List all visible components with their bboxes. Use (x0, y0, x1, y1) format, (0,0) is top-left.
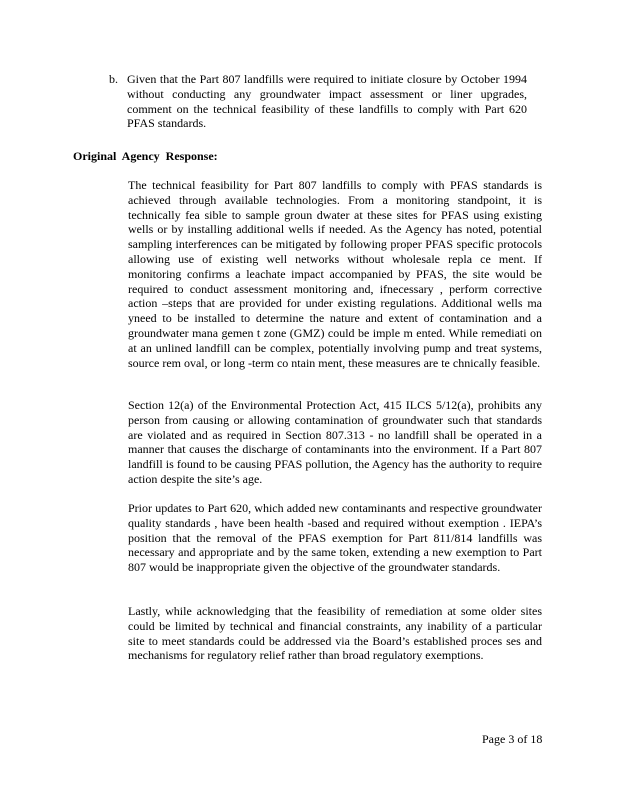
response-paragraph-prior-updates: Prior updates to Part 620, which added new contaminants and respective groundwater quality standards , have been health -based and required without exemption . IEPA’s position that the removal of the PFAS exemption for Part 811/814 landfills was necessary and appropriate and by the same token, extending a new exemption to Part 807 would be inappropriate given the objective of the groundwater standards. (128, 501, 542, 575)
page-number: Page 3 of 18 (482, 732, 543, 746)
question-label: b. (109, 72, 118, 86)
question-text: Given that the Part 807 landfills were required to initiate closure by October 1994 without conducting any groundwater impact assessment or liner upgrades, comment on the technical feasibility of these landfills to comply with Part 620 PFAS standards. (127, 72, 527, 131)
response-heading: Original Agency Response: (73, 149, 218, 163)
response-paragraph-lastly: Lastly, while acknowledging that the feasibility of remediation at some older sites could be limited by technical and financial constraints, any inability of a particular site to meet standards could be addressed via the Board’s established proces ses and mechanisms for regulatory relief rather than broad regulatory exemptions. (128, 604, 542, 663)
response-paragraph-section-12a: Section 12(a) of the Environmental Protection Act, 415 ILCS 5/12(a), prohibits any person from causing or allowing contamination of groundwater such that standards are violated and as required in Section 807.313 - no landfill shall be operated in a manner that causes the discharge of contaminants into the environment. If a Part 807 landfill is found to be causing PFAS pollution, the Agency has the authority to require action despite the site’s age. (128, 398, 542, 486)
response-paragraph-technical-feasibility: The technical feasibility for Part 807 landfills to comply with PFAS standards is achieved through available technologies. From a monitoring standpoint, it is technically fea sible to sample groun dwater at these sites for PFAS using existing wells or by installing additional wells if needed. As the Agency has noted, potential sampling interferences can be mitigated by following proper PFAS specific protocols allowing use of existing well networks without wholesale repla ce ment. If monitoring confirms a leachate impact accompanied by PFAS, the site would be required to conduct assessment monitoring and, ifnecessary , perform corrective action –steps that are provided for under existing regulations. Additional wells ma yneed to be installed to determine the nature and extent of contamination and a groundwater mana gemen t zone (GMZ) could be imple m ented. While remediati on at an unlined landfill can be complex, potentially involving pump and treat systems, source rem oval, or long -term co ntain ment, these measures are te chnically feasible. (128, 178, 542, 370)
